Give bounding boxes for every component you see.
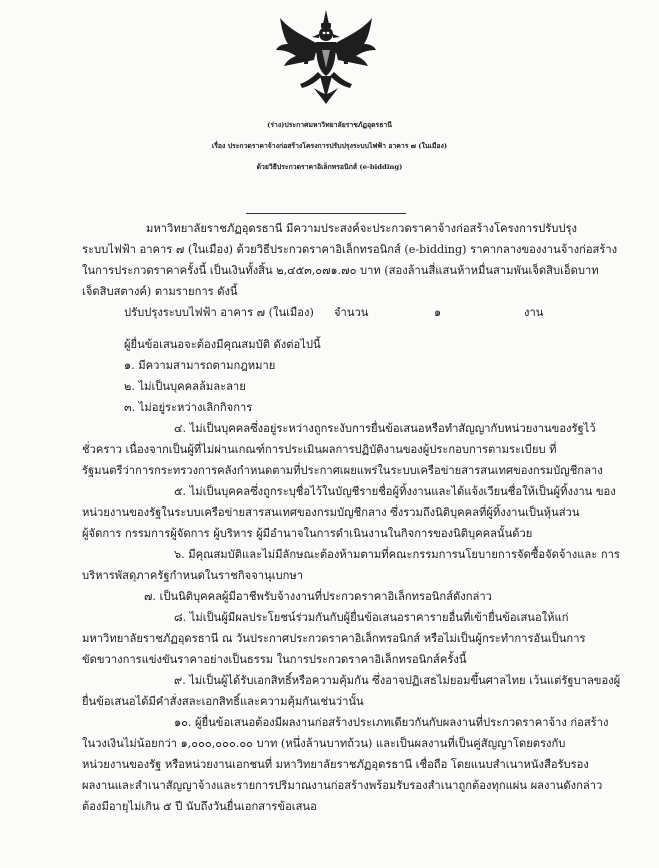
intro-line: ระบบไฟฟ้า อาคาร ๗ (ในเมือง) ด้วยวิธีประกวดราคาอิเล็กทรอนิกส์ (e-bidding) ราคากลางของงานจ้างก่อสร้าง (82, 243, 618, 256)
qual-line: บริหารพัสดุภาครัฐกำหนดในราชกิจจานุเบกษา (82, 569, 304, 582)
qual-line: หน่วยงานของรัฐในระบบเครือข่ายสารสนเทศของกรมบัญชีกลาง ซึ่งรวมถึงนิติบุคคลที่ผู้ทิ้งงานเป็นหุ้นส่วน (82, 506, 580, 519)
qual-line: ๕. ไม่เป็นบุคคลซึ่งถูกระบุชื่อไว้ในบัญชีรายชื่อผู้ทิ้งงานและได้แจ้งเวียนชื่อให้เป็นผู้ทิ้งงาน ของ (174, 485, 616, 498)
qual-line: รัฐมนตรีว่าการกระทรวงการคลังกำหนดตามที่ประกาศเผยแพร่ในระบบเครือข่ายสารสนเทศของกรมบัญชีกลาง (82, 464, 603, 477)
qual-line: ๗. เป็นนิติบุคคลผู้มีอาชีพรับจ้างงานที่ประกวดราคาอิเล็กทรอนิกส์ดังกล่าว (144, 590, 492, 603)
qual-line: ยื่นข้อเสนอได้มีคำสั่งสละเอกสิทธิ์และความคุ้มกันเช่นว่านั้น (82, 695, 364, 708)
qual-item: ๑. มีความสามารถตามกฎหมาย (124, 359, 276, 372)
item-qty-label: จำนวน (334, 306, 369, 319)
header-line-2: เรื่อง ประกวดราคาจ้างก่อสร้างโครงการปรับปรุงระบบไฟฟ้า อาคาร ๗ (ในเมือง) (211, 142, 448, 150)
qual-line: หน่วยงานของรัฐ หรือหน่วยงานเอกชนที่ มหาวิทยาลัยราชภัฏอุดรธานี เชื่อถือ โดยแนบสำเนาหนังสือรับรอง (82, 758, 589, 771)
qual-line: มหาวิทยาลัยราชภัฏอุดรธานี ณ วันประกาศประกวดราคาอิเล็กทรอนิกส์ หรือไม่เป็นผู้กระทำการอันเป็นการ (82, 632, 586, 645)
qual-line: ต้องมีอายุไม่เกิน ๕ ปี นับถึงวันยื่นเอกสารข้อเสนอ (82, 800, 317, 813)
header-line-3: ด้วยวิธีประกวดราคาอิเล็กทรอนิกส์ (e-bidding) (256, 163, 403, 171)
qual-intro: ผู้ยื่นข้อเสนอจะต้องมีคุณสมบัติ ดังต่อไปนี้ (124, 338, 321, 351)
item-qty: ๑ (434, 306, 442, 319)
qual-line: ขัดขวางการแข่งขันราคาอย่างเป็นธรรม ในการประกวดราคาอิเล็กทรอนิกส์ครั้งนี้ (82, 653, 467, 666)
header-divider (246, 213, 406, 214)
garuda-emblem-icon (274, 8, 378, 106)
intro-line: ในการประกวดราคาครั้งนี้ เป็นเงินทั้งสิ้น ๒,๔๕๓,๐๗๑.๗๐ บาท (สองล้านสี่แสนห้าหมื่นสามพันเจ็ดสิบเอ็ดบาท (82, 264, 599, 277)
qual-line: ชั่วคราว เนื่องจากเป็นผู้ที่ไม่ผ่านเกณฑ์การประเมินผลการปฏิบัติงานของผู้ประกอบการตามระเบียบ ที่ (82, 443, 557, 456)
qual-line: ในวงเงินไม่น้อยกว่า ๑,๐๐๐,๐๐๐.๐๐ บาท (หนึ่งล้านบาทถ้วน) และเป็นผลงานที่เป็นคู่สัญญาโดยตรงกับ (82, 737, 566, 750)
item-name: ปรับปรุงระบบไฟฟ้า อาคาร ๗ (ในเมือง) (124, 306, 314, 319)
intro-line: เจ็ดสิบสตางค์) ตามรายการ ดังนี้ (82, 285, 238, 298)
qual-line: ผลงานและสำเนาสัญญาจ้างและรายการปริมาณงานก่อสร้างพร้อมรับรองสำเนาถูกต้องทุกแผ่น ผลงานดังกล่าว (82, 779, 603, 792)
qual-line: ๑๐. ผู้ยื่นข้อเสนอต้องมีผลงานก่อสร้างประเภทเดียวกันกับผลงานที่ประกวดราคาจ้าง ก่อสร้าง (174, 716, 609, 729)
qual-line: ผู้จัดการ กรรมการผู้จัดการ ผู้บริหาร ผู้มีอำนาจในการดำเนินงานในกิจการของนิติบุคคลนั้นด้วย (82, 527, 533, 540)
qual-line: ๘. ไม่เป็นผู้มีผลประโยชน์ร่วมกันกับผู้ยื่นข้อเสนอราคารายอื่นที่เข้ายื่นข้อเสนอให้แก่ (174, 611, 569, 624)
item-unit: งาน (524, 306, 544, 319)
intro-line: มหาวิทยาลัยราชภัฏอุดรธานี มีความประสงค์จะประกวดราคาจ้างก่อสร้างโครงการปรับปรุง (146, 222, 577, 235)
qual-item: ๒. ไม่เป็นบุคคลล้มละลาย (124, 380, 246, 393)
qual-line: ๔. ไม่เป็นบุคคลซึ่งอยู่ระหว่างถูกระงับการยื่นข้อเสนอหรือทำสัญญากับหน่วยงานของรัฐไว้ (174, 422, 596, 435)
qual-item: ๓. ไม่อยู่ระหว่างเลิกกิจการ (124, 401, 253, 414)
qual-line: ๙. ไม่เป็นผู้ได้รับเอกสิทธิ์หรือความคุ้มกัน ซึ่งอาจปฏิเสธไม่ยอมขึ้นศาลไทย เว้นแต่รัฐบาลของผู้ (174, 674, 621, 687)
header-line-1: (ร่าง)ประกาศมหาวิทยาลัยราชภัฏอุดรธานี (267, 121, 392, 129)
qual-line: ๖. มีคุณสมบัติและไม่มีลักษณะต้องห้ามตามที่คณะกรรมการนโยบายการจัดซื้อจัดจ้างและ การ (174, 548, 620, 561)
